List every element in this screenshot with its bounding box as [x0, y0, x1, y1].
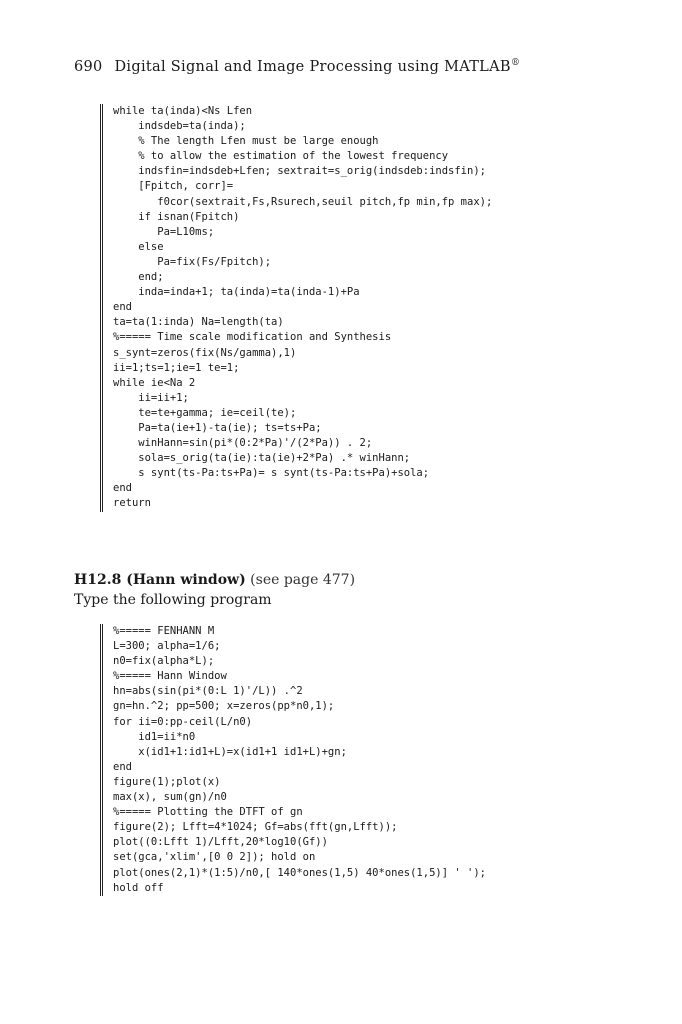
code-line: plot((0:Lfft 1)/Lfft,20*log10(Gf)): [113, 836, 328, 849]
code-line: indsfin=indsdeb+Lfen; sextrait=s_orig(indsdeb:indsfin);: [113, 165, 486, 178]
code-line: %===== Plotting the DTFT of gn: [113, 806, 303, 819]
code-line: %===== FENHANN M: [113, 625, 215, 637]
section-page-ref: (see page 477): [250, 572, 356, 588]
code-listing-1: [100, 104, 492, 512]
code-line: %===== Time scale modification and Synthesis: [113, 331, 392, 344]
code-line: ta=ta(1:inda) Na=length(ta): [113, 316, 284, 329]
code-line: % to allow the estimation of the lowest frequency: [113, 150, 449, 163]
code-listing-2: [100, 624, 486, 896]
code-line: while ta(inda)<Ns Lfen: [113, 105, 253, 117]
intro-text: Type the following program: [74, 592, 272, 608]
registered-mark: ®: [510, 58, 521, 68]
code-line: [Fpitch, corr]=: [113, 180, 234, 193]
book-title: Digital Signal and Image Processing using MATLAB: [114, 58, 511, 75]
code-line: end: [113, 482, 132, 495]
code-line: winHann=sin(pi*(0:2*Pa)'/(2*Pa)) . 2;: [113, 437, 373, 450]
code-line: s_synt=zeros(fix(Ns/gamma),1): [113, 346, 297, 359]
code-line: x(id1+1:id1+L)=x(id1+1 id1+L)+gn;: [113, 745, 347, 758]
code-line: sola=s_orig(ta(ie):ta(ie)+2*Pa) .* winHann;: [113, 452, 411, 465]
code-line: L=300; alpha=1/6;: [113, 640, 221, 653]
code-line: end: [113, 760, 132, 773]
code-line: figure(1);plot(x): [113, 775, 221, 788]
code-line: max(x), sum(gn)/n0: [113, 791, 227, 804]
code-line: n0=fix(alpha*L);: [113, 655, 215, 668]
code-line: plot(ones(2,1)*(1:5)/n0,[ 140*ones(1,5) 40*ones(1,5)] ' ');: [113, 866, 486, 879]
code-line: else: [113, 240, 164, 253]
code-line: gn=hn.^2; pp=500; x=zeros(pp*n0,1);: [113, 700, 335, 713]
code-line: indsdeb=ta(inda);: [113, 120, 246, 133]
code-line: s synt(ts-Pa:ts+Pa)= s synt(ts-Pa:ts+Pa)+sola;: [113, 467, 430, 480]
code-line: set(gca,'xlim',[0 0 2]); hold on: [113, 851, 316, 864]
code-line: while ie<Na 2: [113, 376, 196, 389]
code-line: ii=ii+1;: [113, 391, 189, 404]
section-title: H12.8 (Hann window): [74, 572, 246, 588]
code-line: inda=inda+1; ta(inda)=ta(inda-1)+Pa: [113, 286, 360, 299]
code-line: %===== Hann Window: [113, 670, 227, 683]
code-line: for ii=0:pp-ceil(L/n0): [113, 715, 253, 728]
code-line: if isnan(Fpitch): [113, 210, 240, 223]
page-header: [74, 58, 520, 75]
code-line: f0cor(sextrait,Fs,Rsurech,seuil pitch,fp min,fp max);: [113, 195, 493, 208]
code-line: te=te+gamma; ie=ceil(te);: [113, 406, 297, 419]
code-line: end;: [113, 271, 164, 284]
code-line: ii=1;ts=1;ie=1 te=1;: [113, 361, 240, 374]
code-line: end: [113, 301, 132, 314]
code-line: Pa=L10ms;: [113, 225, 215, 238]
page-number: 690: [74, 58, 103, 75]
code-line: figure(2); Lfft=4*1024; Gf=abs(fft(gn,Lfft));: [113, 821, 398, 834]
code-line: hold off: [113, 881, 164, 894]
code-line: return: [113, 497, 151, 510]
code-line: hn=abs(sin(pi*(0:L 1)'/L)) .^2: [113, 685, 303, 698]
section-heading: [74, 572, 355, 588]
code-line: % The length Lfen must be large enough: [113, 135, 379, 148]
code-line: id1=ii*n0: [113, 730, 196, 743]
code-line: Pa=ta(ie+1)-ta(ie); ts=ts+Pa;: [113, 421, 322, 434]
code-line: Pa=fix(Fs/Fpitch);: [113, 255, 272, 268]
